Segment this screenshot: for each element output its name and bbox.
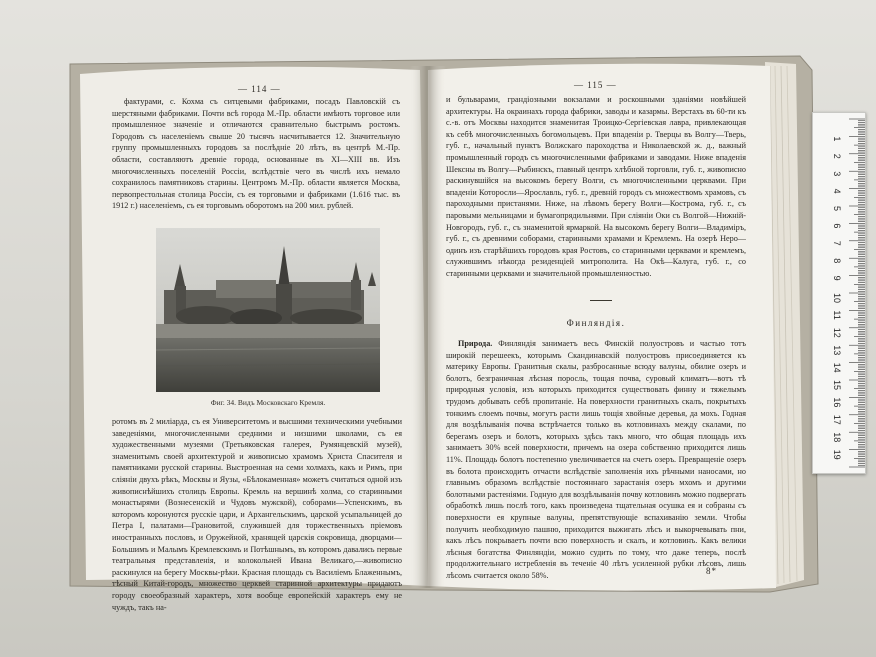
ruler-cm-label: 1 <box>832 136 842 142</box>
ruler-cm-label: 5 <box>832 206 842 212</box>
ruler-cm-label: 6 <box>832 223 842 229</box>
ruler-cm-label: 13 <box>832 345 842 356</box>
figure-caption: Фиг. 34. Видъ Московскаго Кремля. <box>210 398 326 407</box>
ruler-cm-label: 4 <box>832 188 842 194</box>
ruler-cm-label: 17 <box>832 414 842 425</box>
gutter-shadow <box>410 66 446 588</box>
section-divider <box>590 300 612 301</box>
signature-mark: 8* <box>706 566 717 576</box>
ruler <box>812 112 866 474</box>
right-top-text: и бульварами, грандіозными вокзалами и роскошными зданіями новѣйшей архитектуры. На окраинахъ города фабрики, заводы и казармы. Верстахъ въ 60-ти къ с.-в. отъ Москвы находится знаменитая Троицко-Сергіевская лавра, привлекающая къ себѣ многочисленныхъ богомольцевъ. При впаденіи р. Тверцы въ Волгу—Тверь, губ. г., начальный пунктъ Волжскаго пароходства и Николаевской ж. д., важный промышленный городъ съ многочисленными фабриками и заводами. Ниже впаденія Шексны въ Волгу—Рыбинскъ, главный центръ хлѣбной торговли, губ. г., живописно раскинувшійся на высокомъ берегу Волги, съ многочисленными церквами. При впаденіи Которосли—Ярославль, губ. г., древній городъ съ множествомъ храмовъ, съ пароходными пристанями. Ниже, на лѣвомъ берегу Волги—Кострома, губ. г., съ паровыми мельницами и бумагопрядильнями. При сліяніи Оки съ Волгой—Нижній-Новгородъ, губ. г., съ знаменитой ярмаркой. На высокомъ берегу Волги—Владиміръ, губ. г., съ древними соборами, старинными храмами и Кремлемъ. На озерѣ Неро—одинъ изъ старѣйшихъ городовъ края Ростовъ, со старинными церквами и кремлемъ, служившимъ нѣкогда резиденціей митрополита. На Окѣ—Калуга, губ. г., со старинными церквами и значительной промышленностью. <box>446 95 746 278</box>
ruler-scale <box>813 113 865 473</box>
right-body <box>446 338 746 581</box>
ruler-cm-label: 11 <box>832 310 842 320</box>
left-top-text: фактурами, с. Кохма съ ситцевыми фабриками, посадъ Павловскій съ шерстяными фабриками. Почти всѣ города М.-Пр. области имѣютъ торговое или промышленное значеніе и отличаются сравнительно быстрымъ ростомъ. Городовъ съ населеніемъ свыше 20 тысячъ насчитывается 12. Значительную группу промышленныхъ городовъ за послѣдніе 20 лѣтъ, въ центрѣ М.-Пр. области, составляютъ древніе города, основанные въ XI—XIII вв. Изъ многочисленныхъ поселеній Россіи, вслѣдствіе чего въ числѣ ихъ немало сохранилось памятниковъ старины. Центромъ М.-Пр. области является Москва, первопрестольная столица Россіи, съ ея торговыми и фабриками (1.616 тыс. въ 1912 г.) населеніемъ, съ ея торговымъ оборотомъ на 200 мил. рублей. <box>112 97 400 211</box>
ruler-cm-label: 18 <box>832 432 842 443</box>
ruler-cm-label: 2 <box>832 153 842 159</box>
left-bottom-paragraph <box>112 416 402 612</box>
ruler-cm-label: 16 <box>832 397 842 408</box>
lead-word: Природа. <box>458 339 493 348</box>
ruler-cm-label: 8 <box>832 258 842 264</box>
ruler-cm-label: 15 <box>832 380 842 391</box>
section-title: Финляндія. <box>566 318 626 328</box>
ruler-cm-label: 3 <box>832 171 842 177</box>
kremlin-photograph <box>156 228 380 392</box>
right-top-paragraph <box>446 94 746 290</box>
ruler-cm-label: 10 <box>832 293 842 304</box>
left-top-paragraph <box>112 96 400 248</box>
left-bottom-text: ротомъ въ 2 миліарда, съ ея Университетомъ и высшими техническими учебными заведеніями, многочисленными средними и низшими школами, съ ея художественными музеями (Третьяковская галерея, Румянцевскій музей), знаменитымъ своей архитектурой и живописью храмомъ Христа Спасителя и памятниками русской старины. Выстроенная на семи холмахъ, какъ и Римъ, при сліяніи двухъ рѣкъ, Москвы и Яузы, «Бѣлокаменная» можетъ считаться одной изъ живописнѣйшихъ столицъ Европы. Кремль на вершинѣ холма, со старинными монастырями (Вознесенскій и Чудовъ мужской), соборами—Успенскимъ, въ которомъ коронуются русскіе цари, и Архангельскимъ, царской усыпальницей до Петра I, палатами—Грановитой, служившей для торжественныхъ пріемовъ иностранныхъ пословъ, и Оружейной, хранящей царскія сокровища, дворцами—Большимъ и Малымъ Кремлевскимъ и Потѣшнымъ, въ которомъ давались первые театральныя представленія, и колокольней Ивана Великаго,—живописно раскинулся на берегу Москвы-рѣки. Красная площадь съ Василіемъ Блаженнымъ, тѣсный Китай-городъ, множество церквей старинной архитектуры придаютъ городу своеобразный характеръ, хотя вообще европейскій характеръ ему не чуждъ, такъ на- <box>112 417 402 612</box>
ruler-cm-label: 7 <box>832 240 842 246</box>
ruler-cm-label: 12 <box>832 327 842 338</box>
right-page-number: — 115 — <box>574 80 617 90</box>
right-body-paragraph <box>446 338 746 580</box>
right-body-text: Финляндія занимаетъ весь Финскій полуостровъ и частью тотъ широкій перешеекъ, которымъ Скандинавскій полуостровъ присоединяется къ материку Европы. Гранитныя скалы, разбросанные всюду валуны, обилие озеръ и болотъ, безграничная лѣсная поросль, тощая почва, суровый климатъ—вотъ тѣ природныя условія, изъ которыхъ приходится существовать финну и тяжелымъ трудомъ добывать себѣ пропитаніе. На поверхности гранитныхъ скалъ, покрытыхъ тонкимъ слоемъ почвы, могутъ расти лишь тощія хвойные деревья, да мохъ. Годная для воздѣлыванія почва встрѣчается только въ котловинахъ между скалами, по берегамъ озеръ и болотъ, которыхъ здѣсь такъ много, что общая площадь ихъ занимаетъ 30% всей поверхности, причемъ на озера собственно приходится лишь 11%. Площадь болотъ постепенно увеличивается на счетъ озеръ. Превращеніе озеръ въ болота происходитъ отчасти вслѣдствіе заполненія ихъ рѣчными наносами, но главнымъ образомъ вслѣдствіе постояннаго зарастанія озеръ мхомъ и другими болотными растеніями. Годную для воздѣлыванія почву котловинъ можно подвергать обработкѣ лишь послѣ того, какъ произведена тщательная осушка ея и собраны съ поверхности ея крупные валуны, препятствующіе вспахиванію земли. Чтобы получить необходимую пашню, приходится выжигать лѣсъ и выкорчевывать пни, какъ лѣсъ покрываетъ почти всю поверхность и скалъ, и котловинъ. Какъ велики лѣсныя богатства Финляндіи, можно судить по тому, что даже теперь, послѣ продолжительнаго истребленія въ теченіе 40 лѣтъ усиленной рубки лѣсовъ, лишь лѣсомъ считается около 58%. <box>446 339 746 580</box>
ruler-cm-label: 19 <box>832 449 842 460</box>
ruler-cm-label: 9 <box>832 275 842 281</box>
ruler-cm-label: 14 <box>832 362 842 373</box>
left-page-number: — 114 — <box>238 84 281 94</box>
